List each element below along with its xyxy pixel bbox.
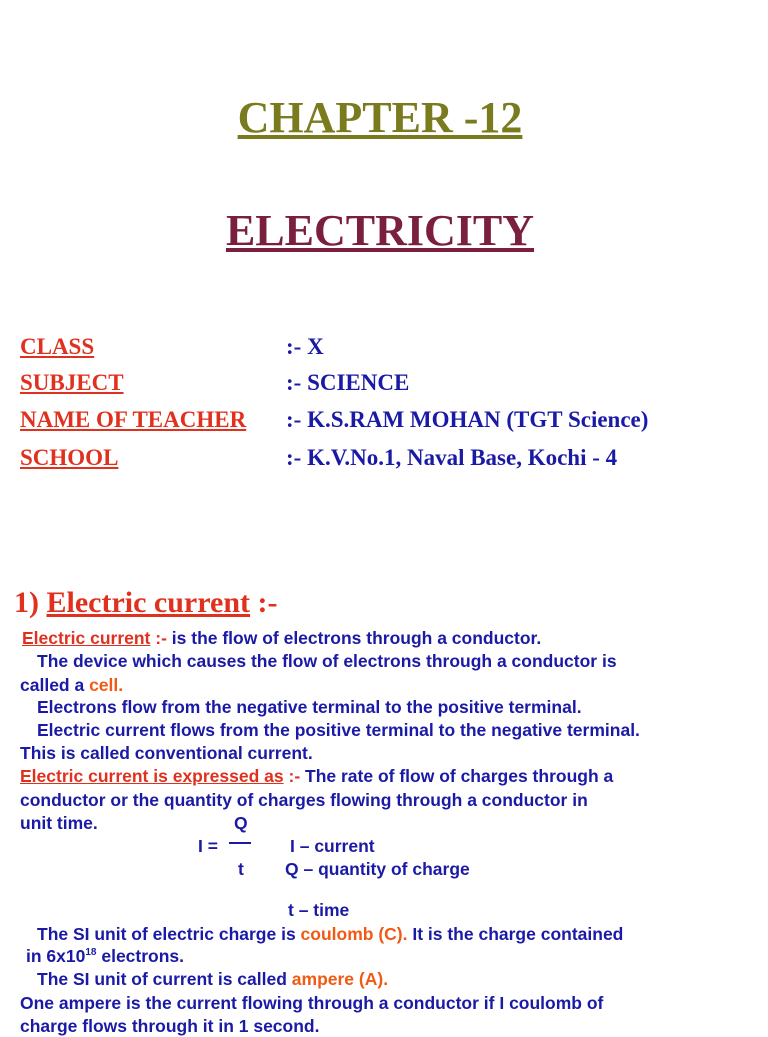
- info-value-school: :- K.V.No.1, Naval Base, Kochi - 4: [286, 445, 618, 470]
- legend-time: t – time: [288, 900, 350, 920]
- si-charge-exponent: 18: [85, 947, 97, 959]
- expressed-line-2: conductor or the quantity of charges flowing through a conductor in: [20, 790, 588, 810]
- si-charge-c1: in 6x10: [26, 946, 86, 966]
- flow-line-1: Electrons flow from the negative terminal to the positive terminal.: [37, 697, 582, 717]
- section-suffix: :-: [257, 586, 278, 619]
- formula-lhs: I =: [198, 836, 218, 856]
- topic-heading: ELECTRICITY: [225, 206, 535, 255]
- formula-fraction-bar: [229, 842, 251, 844]
- si-current-unit: ampere (A).: [291, 969, 389, 989]
- legend-charge: Q – quantity of charge: [285, 859, 470, 879]
- flow-line-2: Electric current flows from the positive terminal to the negative terminal.: [37, 720, 640, 740]
- chapter-heading: CHAPTER -12: [237, 93, 523, 142]
- ampere-definition: One ampere is the current flowing through a conductor if I coulomb of: [20, 993, 604, 1013]
- info-label-subject: SUBJECT: [20, 370, 124, 395]
- conventional-line: This is called conventional current.: [20, 743, 313, 763]
- info-value-class: :- X: [286, 334, 324, 359]
- si-charge-unit: coulomb (C).: [300, 924, 408, 944]
- si-current-a: The SI unit of current is called: [37, 969, 292, 989]
- info-label-school: SCHOOL: [20, 445, 119, 470]
- info-value-teacher: :- K.S.RAM MOHAN (TGT Science): [286, 407, 649, 432]
- info-label-class: CLASS: [20, 334, 95, 359]
- si-charge-b: It is the charge contained: [407, 924, 624, 944]
- cell-line-2a: called a: [20, 675, 90, 695]
- definition-term: Electric current: [22, 628, 151, 648]
- si-charge-line-1: [37, 924, 623, 945]
- section-number: 1): [14, 586, 39, 619]
- formula-numerator: Q: [234, 813, 248, 833]
- expressed-line-1: [20, 766, 613, 787]
- section-title: Electric current: [46, 586, 251, 619]
- si-current-line: [37, 969, 388, 990]
- definition-text: is the flow of electrons through a conductor.: [171, 628, 542, 648]
- si-charge-c2: electrons.: [96, 946, 185, 966]
- expressed-text: The rate of flow of charges through a: [305, 766, 614, 786]
- si-charge-line-2: [26, 946, 184, 967]
- section-heading: [14, 586, 278, 620]
- formula-denominator: t: [238, 859, 244, 879]
- legend-current: I – current: [290, 836, 375, 856]
- expressed-line-3: unit time.: [20, 813, 98, 833]
- definition-line: [22, 628, 541, 649]
- info-value-subject: :- SCIENCE: [286, 370, 410, 395]
- cell-word: cell.: [89, 675, 124, 695]
- cell-line-2: [20, 675, 123, 696]
- ampere-definition-2: charge flows through it in 1 second.: [20, 1016, 320, 1036]
- definition-sep: :-: [150, 628, 172, 648]
- si-charge-a: The SI unit of electric charge is: [37, 924, 301, 944]
- cell-line-1: The device which causes the flow of electrons through a conductor is: [37, 651, 617, 671]
- expressed-term: Electric current is expressed as: [20, 766, 284, 786]
- info-label-teacher: NAME OF TEACHER: [20, 407, 247, 432]
- expressed-sep: :-: [283, 766, 306, 786]
